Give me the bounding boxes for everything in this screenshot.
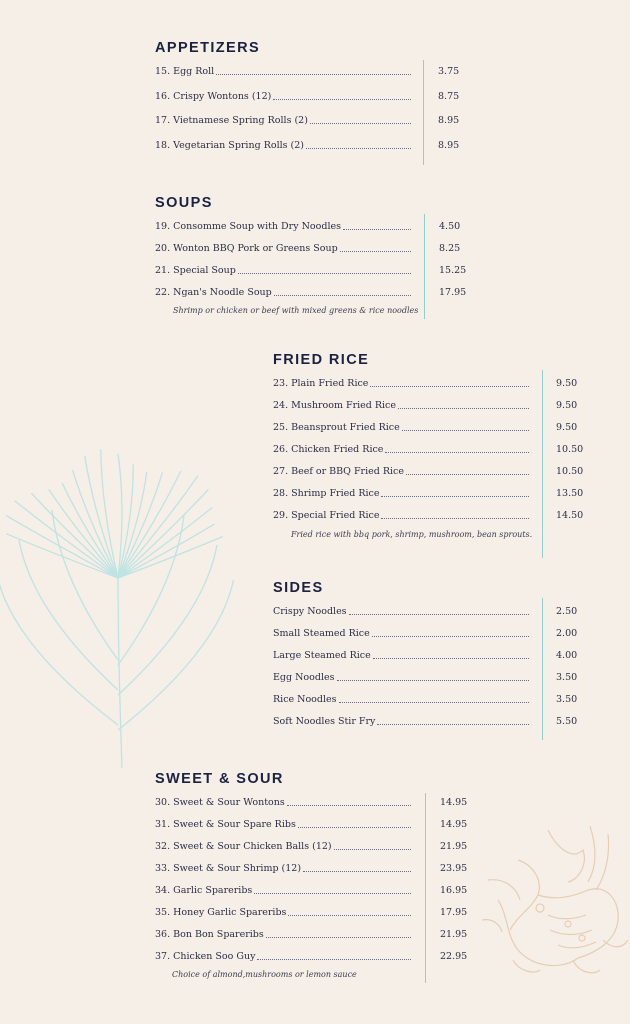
dot-leader: [266, 937, 411, 938]
menu-item-name: 24. Mushroom Fried Rice: [273, 400, 397, 411]
dot-leader: [381, 518, 529, 519]
menu-item-name: Small Steamed Rice: [273, 628, 370, 639]
menu-item-name: 26. Chicken Fried Rice: [273, 444, 384, 455]
dot-leader: [339, 702, 529, 703]
menu-item: [273, 486, 531, 500]
menu-item: [155, 905, 413, 919]
dot-leader: [303, 871, 411, 872]
menu-item-name: Egg Noodles: [273, 672, 335, 683]
menu-item-name: 16. Crispy Wontons (12): [155, 90, 272, 102]
menu-item-price: 8.75: [438, 90, 460, 102]
menu-item-name: 28. Shrimp Fried Rice: [273, 488, 380, 499]
menu-item: [273, 442, 531, 456]
divider-line: [424, 214, 425, 319]
menu-item-price: 8.95: [438, 115, 460, 127]
menu-item: [155, 263, 413, 277]
menu-item-price: 14.50: [556, 510, 584, 521]
section-title: SIDES: [273, 580, 324, 596]
section-title: FRIED RICE: [273, 352, 370, 368]
menu-item: [155, 113, 413, 127]
dot-leader: [343, 229, 411, 230]
dot-leader: [349, 614, 529, 615]
divider-line: [423, 60, 424, 165]
menu-item: [155, 817, 413, 831]
flower-icon: [0, 430, 260, 770]
menu-item-price: 16.95: [440, 885, 468, 896]
menu-item-name: 34. Garlic Spareribs: [155, 885, 253, 896]
menu-item-name: Crispy Noodles: [273, 606, 347, 617]
dot-leader: [398, 408, 529, 409]
dot-leader: [337, 680, 530, 681]
dot-leader: [340, 251, 411, 252]
dot-leader: [288, 915, 411, 916]
menu-item-name: 25. Beansprout Fried Rice: [273, 422, 400, 433]
dot-leader: [381, 496, 529, 497]
menu-item: [155, 839, 413, 853]
menu-item: [273, 376, 531, 390]
menu-item: [273, 398, 531, 412]
menu-item-price: 8.25: [439, 242, 461, 254]
section-note: Fried rice with bbq pork, shrimp, mushroom, bean sprouts.: [291, 530, 533, 539]
divider-line: [542, 598, 543, 740]
section-title: SOUPS: [155, 195, 213, 211]
dot-leader: [372, 636, 529, 637]
dot-leader: [402, 430, 529, 431]
menu-item: [273, 648, 531, 662]
menu-item-price: 17.95: [439, 286, 467, 298]
section-note: Shrimp or chicken or beef with mixed greens & rice noodles: [173, 306, 419, 315]
menu-item-price: 23.95: [440, 863, 468, 874]
menu-item-price: 4.50: [439, 221, 461, 232]
menu-item: [155, 138, 413, 152]
menu-item: [155, 795, 413, 809]
menu-item: [273, 464, 531, 478]
menu-item-name: 19. Consomme Soup with Dry Noodles: [155, 221, 341, 232]
dot-leader: [273, 99, 411, 100]
menu-item-name: 21. Special Soup: [155, 264, 236, 276]
menu-item-name: 36. Bon Bon Spareribs: [155, 929, 264, 940]
dragon-icon: [478, 820, 630, 980]
menu-item-name: 37. Chicken Soo Guy: [155, 951, 256, 962]
menu-item-price: 15.25: [439, 264, 467, 276]
divider-line: [425, 793, 426, 983]
menu-item-price: 22.95: [440, 951, 468, 962]
dot-leader: [216, 74, 411, 75]
section-title: APPETIZERS: [155, 40, 261, 56]
section-title: SWEET & SOUR: [155, 771, 284, 787]
menu-item: [155, 285, 413, 299]
dot-leader: [373, 658, 529, 659]
menu-item-price: 4.00: [556, 650, 578, 661]
menu-item-name: Large Steamed Rice: [273, 650, 371, 661]
menu-item-name: 17. Vietnamese Spring Rolls (2): [155, 115, 308, 127]
dot-leader: [385, 452, 529, 453]
menu-item-price: 14.95: [440, 797, 468, 808]
menu-item-name: 29. Special Fried Rice: [273, 510, 380, 521]
menu-item-price: 9.50: [556, 400, 578, 411]
dot-leader: [238, 273, 411, 274]
dot-leader: [310, 123, 411, 124]
menu-item-price: 2.50: [556, 606, 578, 617]
dot-leader: [370, 386, 529, 387]
menu-item-price: 9.50: [556, 378, 578, 389]
dot-leader: [287, 805, 411, 806]
menu-item: [155, 861, 413, 875]
menu-item: [155, 64, 413, 78]
dot-leader: [254, 893, 411, 894]
menu-item-price: 8.95: [438, 139, 460, 151]
menu-item-name: 30. Sweet & Sour Wontons: [155, 797, 285, 808]
menu-item-price: 21.95: [440, 929, 468, 940]
menu-item: [155, 89, 413, 103]
menu-item: [155, 949, 413, 963]
menu-item: [155, 927, 413, 941]
dot-leader: [274, 295, 411, 296]
menu-item-price: 21.95: [440, 841, 468, 852]
dot-leader: [406, 474, 529, 475]
menu-item-price: 10.50: [556, 466, 584, 477]
menu-item: [273, 508, 531, 522]
dot-leader: [377, 724, 529, 725]
menu-item-name: 35. Honey Garlic Spareribs: [155, 907, 287, 918]
section-note: Choice of almond,mushrooms or lemon sauce: [172, 970, 357, 979]
menu-item: [273, 604, 531, 618]
menu-item-name: 31. Sweet & Sour Spare Ribs: [155, 819, 296, 830]
dot-leader: [298, 827, 411, 828]
menu-item: [155, 241, 413, 255]
dot-leader: [334, 849, 411, 850]
menu-item-price: 13.50: [556, 488, 584, 499]
menu-item-name: 32. Sweet & Sour Chicken Balls (12): [155, 841, 332, 852]
menu-item-name: 22. Ngan's Noodle Soup: [155, 286, 272, 298]
menu-item: [155, 219, 413, 233]
dot-leader: [257, 959, 411, 960]
menu-item-name: Rice Noodles: [273, 694, 337, 705]
menu-item: [273, 670, 531, 684]
menu-item-price: 2.00: [556, 628, 578, 639]
menu-item-price: 17.95: [440, 907, 468, 918]
menu-item: [273, 626, 531, 640]
menu-item-name: 15. Egg Roll: [155, 66, 215, 77]
menu-item-name: 33. Sweet & Sour Shrimp (12): [155, 863, 302, 874]
menu-item-name: 20. Wonton BBQ Pork or Greens Soup: [155, 242, 338, 254]
menu-item-price: 3.50: [556, 694, 578, 705]
divider-line: [542, 370, 543, 558]
menu-item-price: 14.95: [440, 819, 468, 830]
dot-leader: [306, 148, 411, 149]
menu-item-price: 5.50: [556, 716, 578, 727]
menu-item: [273, 692, 531, 706]
menu-item-name: 27. Beef or BBQ Fried Rice: [273, 466, 404, 477]
menu-item: [155, 883, 413, 897]
menu-item-price: 3.50: [556, 672, 578, 683]
menu-item-name: Soft Noodles Stir Fry: [273, 716, 376, 727]
menu-item-price: 3.75: [438, 66, 460, 77]
menu-item-name: 23. Plain Fried Rice: [273, 378, 369, 389]
menu-item: [273, 420, 531, 434]
menu-item-price: 10.50: [556, 444, 584, 455]
menu-item: [273, 714, 531, 728]
menu-item-name: 18. Vegetarian Spring Rolls (2): [155, 139, 304, 151]
menu-item-price: 9.50: [556, 422, 578, 433]
